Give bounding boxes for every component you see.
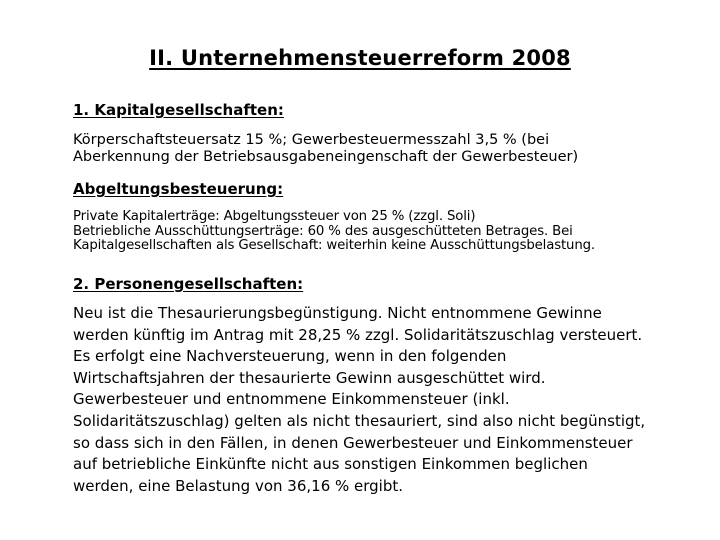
paragraph-kapitalgesellschaften: Körperschaftsteuersatz 15 %; Gewerbesteuermesszahl 3,5 % (bei Aberkennung der Betriebsausgabeneingenschaft der Gewerbesteuer) — [73, 132, 579, 165]
paragraph-personengesellschaften: Neu ist die Thesaurierungsbegünstigung. Nicht entnommene Gewinne werden künftig im Antrag mit 28,25 % zzgl. Solidaritätszuschlag versteuert. Es erfolgt eine Nachversteuerung, wenn in den folgenden Wirtschaftsjahren der thesaurierte Gewinn ausgeschüttet wird. Gewerbesteuer und entnommene Einkommensteuer (inkl. Solidaritätszuschlag) gelten als nicht thesauriert, sind also nicht begünstigt, so dass sich in den Fällen, in denen Gewerbesteuer und Einkommensteuer auf betriebliche Einkünfte nicht aus sonstigen Einkommen beglichen werden, eine Belastung von 36,16 % ergibt. — [73, 304, 646, 495]
heading-personengesellschaften: 2. Personengesellschaften: — [73, 275, 304, 293]
heading-kapitalgesellschaften: 1. Kapitalgesellschaften: — [73, 101, 284, 119]
slide-title: II. Unternehmensteuerreform 2008 — [149, 46, 571, 70]
paragraph-abgeltungsbesteuerung: Private Kapitalerträge: Abgeltungssteuer von 25 % (zzgl. Soli) Betriebliche Ausschüttungserträge: 60 % des ausgeschütteten Betrages. Bei Kapitalgesellschaften als Gesellschaft: weiterhin keine Ausschüttungsbelastung. — [73, 209, 595, 253]
heading-abgeltungsbesteuerung: Abgeltungsbesteuerung: — [73, 180, 284, 198]
